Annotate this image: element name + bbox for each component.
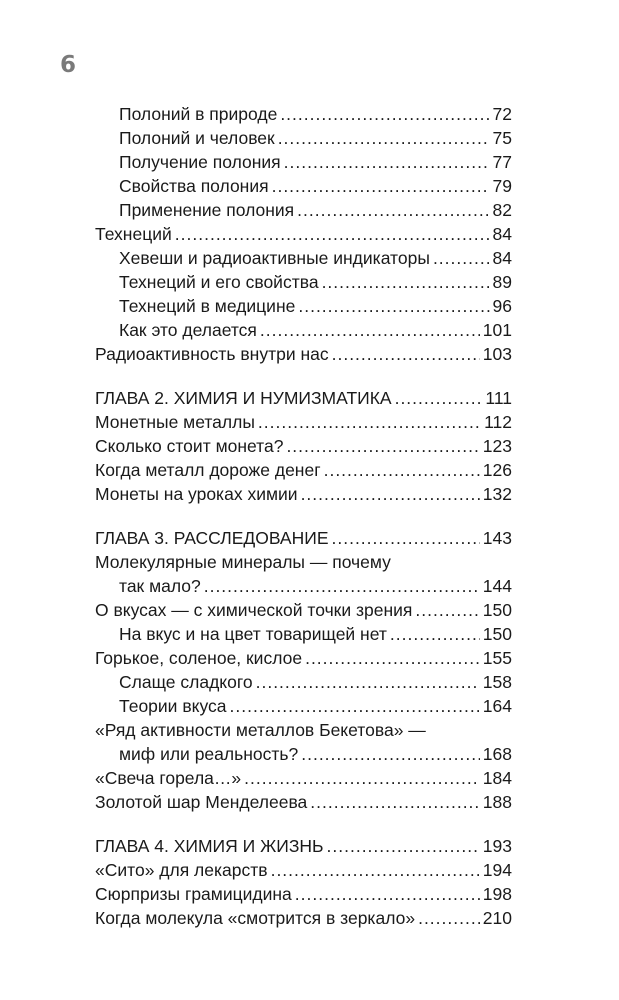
toc-entry-page: 84 — [492, 224, 512, 244]
toc-entry-page: 82 — [492, 200, 512, 220]
toc-entry-title: миф или реальность? — [119, 744, 299, 764]
toc-dot-leader — [280, 102, 489, 126]
toc-entry — [95, 410, 512, 434]
toc-entry-page: 84 — [492, 248, 512, 268]
toc-entry-title: Технеций в медицине — [119, 296, 296, 316]
toc-entry-title: ГЛАВА 2. ХИМИЯ И НУМИЗМАТИКА — [95, 388, 392, 408]
toc-dot-leader — [297, 198, 489, 222]
toc-entry — [95, 434, 512, 458]
toc-entry-page: 77 — [492, 152, 512, 172]
toc-dot-leader — [271, 858, 480, 882]
toc-dot-leader — [284, 150, 490, 174]
toc-dot-leader — [415, 598, 479, 622]
toc-entry-page: 72 — [492, 104, 512, 124]
toc-entry-title: Свойства полония — [119, 176, 269, 196]
toc-entry — [95, 482, 512, 506]
toc-entry — [95, 670, 512, 694]
toc-dot-leader — [322, 270, 490, 294]
toc-entry-page: 158 — [482, 672, 512, 692]
toc-entry — [95, 622, 512, 646]
toc-dot-leader — [295, 882, 480, 906]
toc-entry-title: Когда молекула «смотрится в зеркало» — [95, 908, 416, 928]
toc-entry — [95, 458, 512, 482]
toc-entry — [95, 742, 512, 766]
toc-entry-page: 164 — [482, 696, 512, 716]
toc-dot-leader — [332, 342, 480, 366]
toc-entry-page: 89 — [492, 272, 512, 292]
toc-entry-title: Золотой шар Менделеева — [95, 792, 308, 812]
toc-entry — [95, 386, 512, 410]
toc-entry-page: 75 — [492, 128, 512, 148]
toc-entry — [95, 270, 512, 294]
toc-entry-title: Получение полония — [119, 152, 281, 172]
toc-entry-title: Теории вкуса — [119, 696, 227, 716]
toc-entry-title: Радиоактивность внутри нас — [95, 344, 329, 364]
toc-entry — [95, 882, 512, 906]
toc-entry-title: Горькое, соленое, кислое — [95, 648, 303, 668]
toc-entry-title: Хевеши и радиоактивные индикаторы — [119, 248, 430, 268]
toc-entry-title: Сколько стоит монета? — [95, 436, 284, 456]
toc-entry-page: 112 — [484, 412, 512, 432]
toc-entry-page: 79 — [492, 176, 512, 196]
toc-entry — [95, 318, 512, 342]
toc-entry — [95, 858, 512, 882]
toc-dot-leader — [230, 694, 480, 718]
toc-entry-title: Слаще сладкого — [119, 672, 253, 692]
toc-entry — [95, 526, 512, 550]
toc-dot-leader — [324, 458, 480, 482]
toc-entry-title: Монетные металлы — [95, 412, 255, 432]
toc-dot-leader — [301, 482, 480, 506]
toc-entry — [95, 598, 512, 622]
toc-entry-title: Технеций и его свойства — [119, 272, 319, 292]
toc-entry-page: 150 — [482, 624, 512, 644]
toc-entry — [95, 718, 512, 742]
toc-dot-leader — [278, 126, 490, 150]
toc-entry-page: 193 — [482, 836, 512, 856]
toc-entry-title: Молекулярные минералы — почему — [95, 552, 391, 572]
toc-dot-leader — [395, 386, 483, 410]
toc-entry-page: 188 — [482, 792, 512, 812]
toc-entry-title: О вкусах — с химической точки зрения — [95, 600, 413, 620]
toc-entry-page: 194 — [482, 860, 512, 880]
toc-entry — [95, 174, 512, 198]
toc-dot-leader — [244, 766, 480, 790]
toc-entry-page: 101 — [482, 320, 512, 340]
toc-dot-leader — [418, 906, 480, 930]
toc-entry-title: «Ряд активности металлов Бекетова» — — [95, 720, 426, 740]
toc-entry-page: 155 — [482, 648, 512, 668]
toc-entry — [95, 342, 512, 366]
toc-dot-leader — [272, 174, 490, 198]
toc-entry-page: 132 — [482, 484, 512, 504]
toc-entry-title: Сюрпризы грамицидина — [95, 884, 292, 904]
toc-dot-leader — [298, 294, 489, 318]
toc-entry — [95, 294, 512, 318]
toc-dot-leader — [258, 410, 481, 434]
toc-dot-leader — [310, 790, 480, 814]
toc-entry — [95, 766, 512, 790]
toc-entry-page: 210 — [482, 908, 512, 928]
toc-entry — [95, 550, 512, 574]
toc-entry-page: 111 — [485, 388, 512, 408]
toc-entry — [95, 694, 512, 718]
toc-entry — [95, 126, 512, 150]
toc-entry-title: Полоний в природе — [119, 104, 278, 124]
toc-entry-title: Монеты на уроках химии — [95, 484, 298, 504]
toc-dot-leader — [305, 646, 480, 670]
toc-entry-title: ГЛАВА 4. ХИМИЯ И ЖИЗНЬ — [95, 836, 324, 856]
toc-dot-leader — [301, 742, 480, 766]
toc-entry-title: Технеций — [95, 224, 172, 244]
toc-entry-page: 150 — [482, 600, 512, 620]
toc-entry-title: Когда металл дороже денег — [95, 460, 321, 480]
toc-entry — [95, 222, 512, 246]
toc-dot-leader — [390, 622, 480, 646]
toc-entry-title: Применение полония — [119, 200, 295, 220]
toc-entry — [95, 246, 512, 270]
toc-entry-title: Полоний и человек — [119, 128, 275, 148]
page-number: 6 — [60, 52, 77, 78]
toc-entry-title: «Сито» для лекарств — [95, 860, 268, 880]
toc-dot-leader — [260, 318, 480, 342]
toc-entry-page: 168 — [482, 744, 512, 764]
toc-entry-page: 123 — [482, 436, 512, 456]
toc-entry-page: 96 — [492, 296, 512, 316]
toc-dot-leader — [327, 834, 480, 858]
toc-entry — [95, 646, 512, 670]
toc-dot-leader — [332, 526, 480, 550]
toc-entry-page: 126 — [482, 460, 512, 480]
toc-dot-leader — [286, 434, 479, 458]
toc-entry-title: ГЛАВА 3. РАССЛЕДОВАНИЕ — [95, 528, 329, 548]
toc-entry-page: 103 — [482, 344, 512, 364]
toc-entry — [95, 198, 512, 222]
toc-entry-page: 184 — [482, 768, 512, 788]
toc-entry-title: На вкус и на цвет товарищей нет — [119, 624, 387, 644]
toc-entry-page: 144 — [482, 576, 512, 596]
toc-dot-leader — [433, 246, 490, 270]
toc-dot-leader — [204, 574, 480, 598]
toc-dot-leader — [175, 222, 490, 246]
toc-entry-title: «Свеча горела…» — [95, 768, 242, 788]
toc-entry — [95, 150, 512, 174]
toc-entry — [95, 790, 512, 814]
toc-entry-page: 143 — [482, 528, 512, 548]
toc-dot-leader — [256, 670, 480, 694]
toc-entry — [95, 102, 512, 126]
toc-entry-title: так мало? — [119, 576, 201, 596]
toc-entry-page: 198 — [482, 884, 512, 904]
toc-entry — [95, 906, 512, 930]
toc-entry-title: Как это делается — [119, 320, 257, 340]
toc-entry — [95, 574, 512, 598]
toc-entry — [95, 834, 512, 858]
